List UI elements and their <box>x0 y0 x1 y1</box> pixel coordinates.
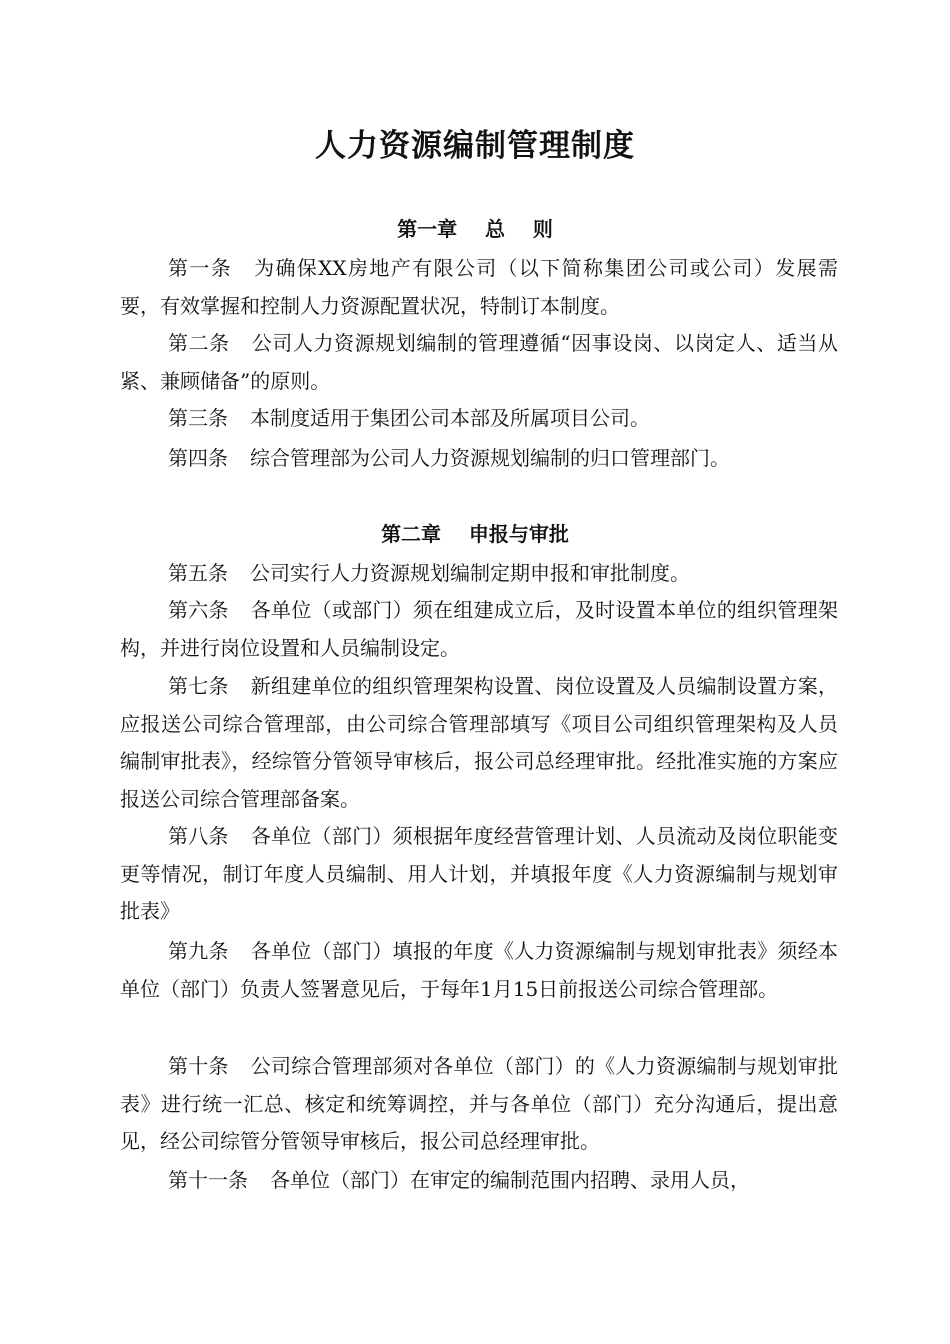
article-8 <box>120 818 838 931</box>
chapter-2-heading: 第二章 申报与审批 <box>381 522 569 546</box>
article-5-number: 第五条 <box>168 561 228 585</box>
document-title: 人力资源编制管理制度 <box>315 128 635 164</box>
article-11-text: 各单位（部门）在审定的编制范围内招聘、录用人员， <box>270 1168 750 1192</box>
article-5 <box>120 555 838 593</box>
article-4-text: 综合管理部为公司人力资源规划编制的归口管理部门。 <box>250 446 730 470</box>
chapter-1-heading: 第一章 总 则 <box>397 217 553 241</box>
article-7-text: 新组建单位的组织管理架构设置、岗位设置及人员编制设置方案，应报送公司综合管理部，由公司综合管理部填写《项目公司组织管理架构及人员编制审批表》，经综管分管领导审核后，报公司总经理审批。经批准实施的方案应报送公司综合管理部备案。 <box>120 674 839 811</box>
article-10 <box>120 1048 838 1161</box>
article-8-text: 各单位（部门）须根据年度经营管理计划、人员流动及岗位职能变更等情况，制订年度人员编制、用人计划，并填报年度《人力资源编制与规划审批表》 <box>120 824 839 923</box>
article-4 <box>120 440 838 478</box>
article-2-text: 公司人力资源规划编制的管理遵循“因事设岗、以岗定人、适当从紧、兼顾储备”的原则。 <box>120 331 839 393</box>
article-11-number: 第十一条 <box>168 1168 248 1192</box>
article-3-number: 第三条 <box>168 406 228 430</box>
article-2-number: 第二条 <box>168 331 230 355</box>
article-6-number: 第六条 <box>168 598 229 622</box>
article-5-text: 公司实行人力资源规划编制定期申报和审批制度。 <box>250 561 690 585</box>
article-6 <box>120 592 838 667</box>
article-4-number: 第四条 <box>168 446 228 470</box>
article-7 <box>120 668 838 818</box>
article-1-number: 第一条 <box>168 256 233 280</box>
article-1 <box>120 250 838 325</box>
article-3 <box>120 400 838 438</box>
article-10-text: 公司综合管理部须对各单位（部门）的《人力资源编制与规划审批表》进行统一汇总、核定和统筹调控，并与各单位（部门）充分沟通后，提出意见，经公司综管分管领导审核后，报公司总经理审批。 <box>120 1054 839 1153</box>
article-9-number: 第九条 <box>168 939 229 963</box>
article-7-number: 第七条 <box>168 674 229 698</box>
article-6-text: 各单位（或部门）须在组建成立后，及时设置本单位的组织管理架构，并进行岗位设置和人员编制设定。 <box>120 598 839 660</box>
article-2 <box>120 325 838 400</box>
article-10-number: 第十条 <box>168 1054 229 1078</box>
article-11 <box>120 1162 838 1200</box>
article-3-text: 本制度适用于集团公司本部及所属项目公司。 <box>250 406 650 430</box>
article-1-text: 为确保XX房地产有限公司（以下简称集团公司或公司）发展需要，有效掌握和控制人力资源配置状况，特制订本制度。 <box>120 256 838 318</box>
article-9-text: 各单位（部门）填报的年度《人力资源编制与规划审批表》须经本单位（部门）负责人签署意见后，于每年1月15日前报送公司综合管理部。 <box>120 939 839 1001</box>
article-8-number: 第八条 <box>168 824 229 848</box>
article-9 <box>120 933 838 1008</box>
